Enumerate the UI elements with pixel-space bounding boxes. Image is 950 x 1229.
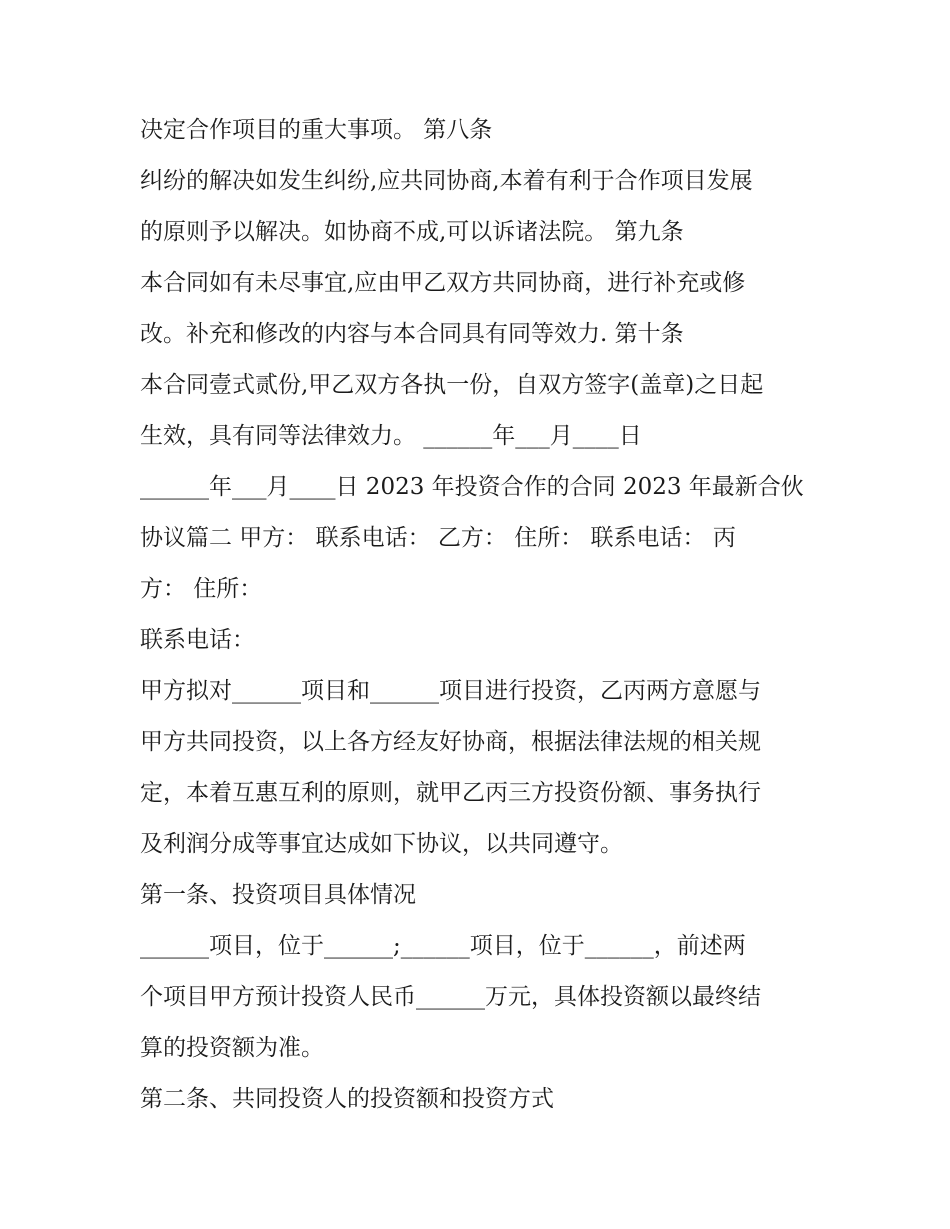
text-line: 生效，具有同等法律效力。 ______年___月____日 <box>140 423 642 449</box>
text-line: 决定合作项目的重大事项。 第八条 <box>140 117 493 143</box>
text-line: 个项目甲方预计投资人民币______万元，具体投资额以最终结 <box>140 984 761 1010</box>
text-line: 甲方共同投资，以上各方经友好协商，根据法律法规的相关规 <box>140 729 761 755</box>
text-line: ______项目，位于______;______项目，位于______，前述两 <box>140 933 746 959</box>
text-line: 定，本着互惠互利的原则，就甲乙丙三方投资份额、事务执行 <box>140 780 761 806</box>
text-line: 甲方拟对______项目和______项目进行投资，乙丙两方意愿与 <box>140 678 761 704</box>
text-line: 本合同如有未尽事宜,应由甲乙双方共同协商，进行补充或修 <box>140 270 746 296</box>
text-line: 的原则予以解决。如协商不成,可以诉诸法院。 第九条 <box>140 219 684 245</box>
document-body <box>140 108 820 1128</box>
section-heading: 第一条、投资项目具体情况 <box>140 882 416 908</box>
text-line: 联系电话： <box>140 627 255 653</box>
text-line: 方： 住所： <box>140 576 263 602</box>
text-line: 纠纷的解决如发生纠纷,应共同协商,本着有利于合作项目发展 <box>140 168 753 194</box>
section-heading: 第二条、共同投资人的投资额和投资方式 <box>140 1086 554 1112</box>
text-line: 算的投资额为准。 <box>140 1035 324 1061</box>
text-line: 改。补充和修改的内容与本合同具有同等效力. 第十条 <box>140 321 684 347</box>
text-line: 协议篇二 甲方： 联系电话： 乙方： 住所： 联系电话： 丙 <box>140 525 736 551</box>
text-line: 及利润分成等事宜达成如下协议，以共同遵守。 <box>140 831 623 857</box>
text-line: ______年___月____日 2023 年投资合作的合同 2023 年最新合伙 <box>140 474 804 500</box>
text-line: 本合同壹式贰份,甲乙双方各执一份，自双方签字(盖章)之日起 <box>140 372 764 398</box>
